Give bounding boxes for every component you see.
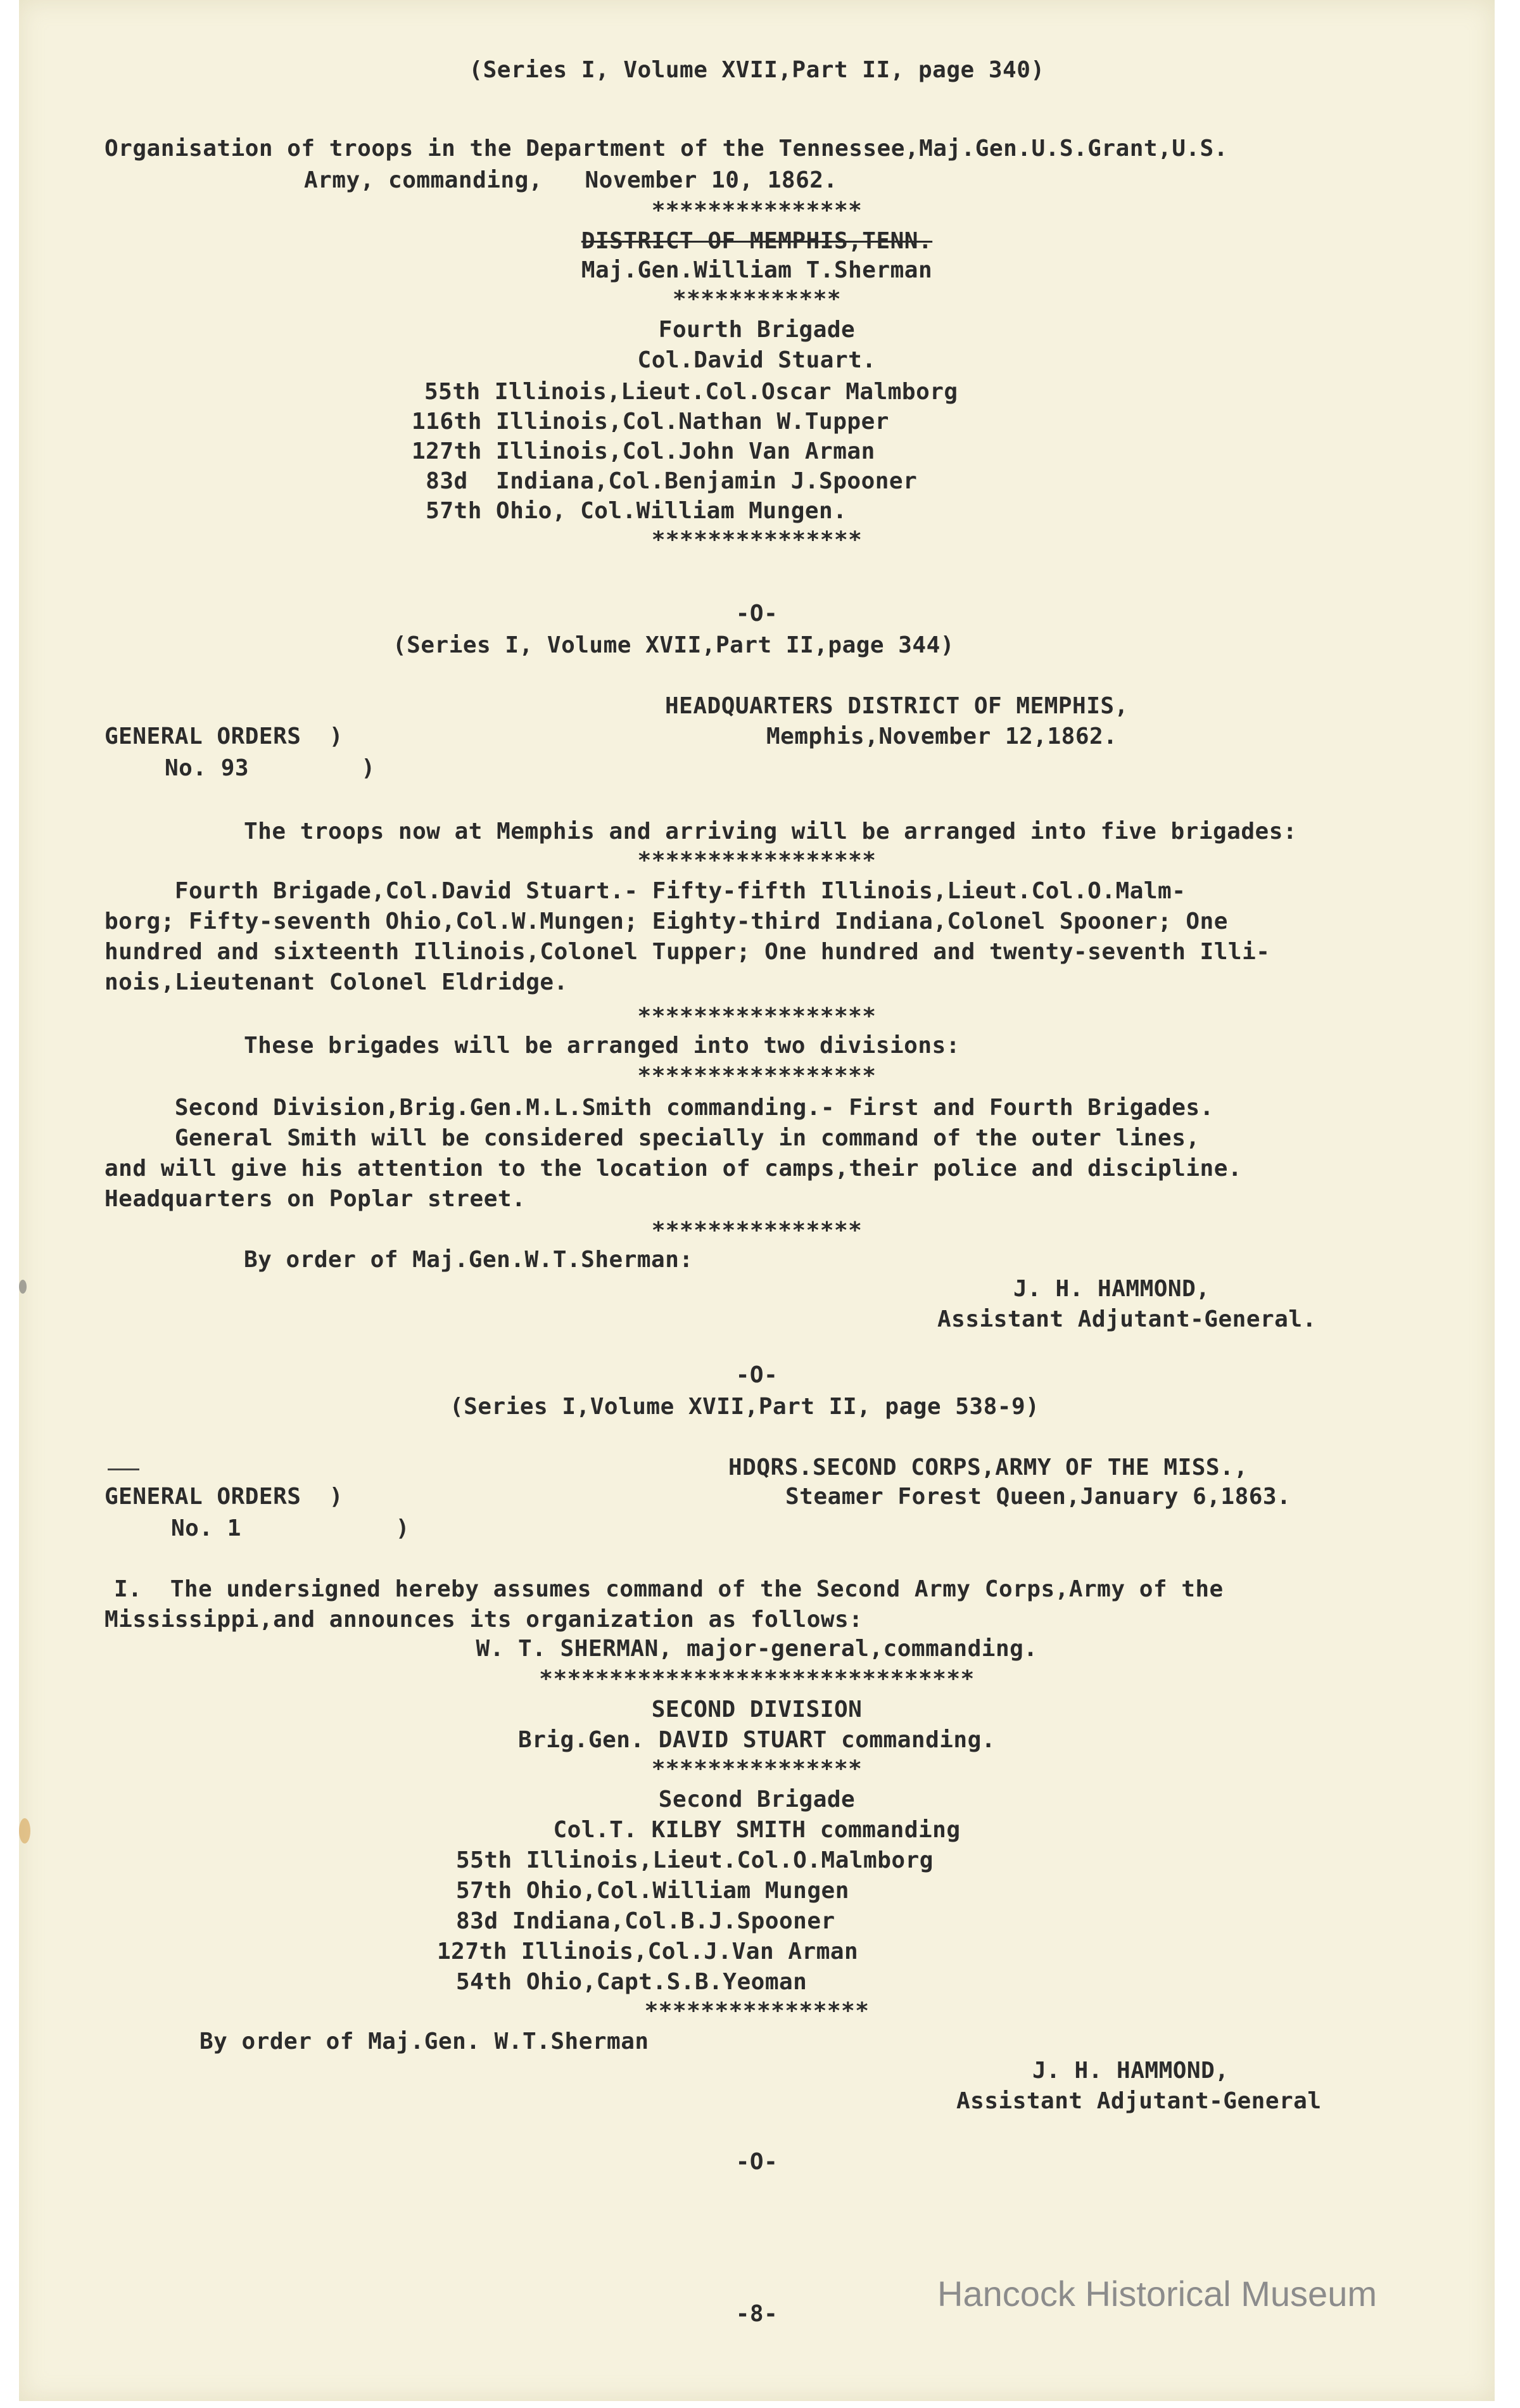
section1-stars-3: *************** <box>651 527 863 553</box>
pen-mark <box>108 1468 139 1470</box>
general-orders-number: No. 93 ) <box>165 755 376 781</box>
section3-regiment: 83d Indiana,Col.B.J.Spooner <box>456 1908 835 1934</box>
section3-stars-3: **************** <box>644 1998 870 2024</box>
section3-regiment: 55th Illinois,Lieut.Col.O.Malmborg <box>456 1847 934 1873</box>
section3-paragraph-1-line1: I. The undersigned hereby assumes command of the Second Army Corps,Army of the <box>114 1576 1224 1602</box>
section1-regiment: 116th Illinois,Col.Nathan W.Tupper <box>412 409 889 435</box>
section1-regiment: 57th Ohio, Col.William Mungen. <box>412 498 847 524</box>
section2-paragraph-4-line: General Smith will be considered specially in command of the outer lines, <box>104 1125 1200 1151</box>
document-page <box>19 0 1495 2401</box>
section3-header: (Series I,Volume XVII,Part II, page 538-9) <box>450 1394 1040 1420</box>
section3-stars-1: ******************************* <box>539 1666 975 1692</box>
section3-signer-title: Assistant Adjutant-General <box>956 2088 1322 2114</box>
section1-brigade: Fourth Brigade <box>658 317 856 343</box>
section3-by-order: By order of Maj.Gen. W.T.Sherman <box>200 2029 649 2054</box>
section3-regiment: 57th Ohio,Col.William Mungen <box>456 1878 849 1904</box>
section2-paragraph-3: These brigades will be arranged into two divisions: <box>244 1033 960 1059</box>
section2-stars-2: ***************** <box>637 1003 877 1029</box>
margin-mark <box>19 1280 27 1294</box>
section2-paragraph-2-line: nois,Lieutenant Colonel Eldridge. <box>104 969 568 995</box>
section2-stars-4: *************** <box>651 1218 863 1244</box>
page-number: -8- <box>735 2301 778 2327</box>
section2-paragraph-2-line: borg; Fifty-seventh Ohio,Col.W.Mungen; Eighty-third Indiana,Colonel Spooner; One <box>104 908 1228 934</box>
section1-district: DISTRICT OF MEMPHIS,TENN. <box>581 228 933 254</box>
section2-hq-line2: Memphis,November 12,1862. <box>766 723 1118 749</box>
section2-paragraph-4-line: and will give his attention to the location of camps,their police and discipline. <box>104 1156 1243 1182</box>
section3-regiment: 54th Ohio,Capt.S.B.Yeoman <box>456 1969 808 1995</box>
section1-brigade-commander: Col.David Stuart. <box>637 347 877 373</box>
general-orders-number: No. 1 ) <box>171 1515 410 1541</box>
paper-stain <box>19 1818 30 1844</box>
section3-regiment: 127th Illinois,Col.J.Van Arman <box>437 1939 859 1965</box>
section2-signer-title: Assistant Adjutant-General. <box>937 1306 1317 1332</box>
section2-paragraph-4-line: Second Division,Brig.Gen.M.L.Smith commanding.- First and Fourth Brigades. <box>104 1095 1214 1121</box>
section3-stars-2: *************** <box>651 1756 863 1782</box>
section2-by-order: By order of Maj.Gen.W.T.Sherman: <box>244 1247 694 1273</box>
section1-header: (Series I, Volume XVII,Part II, page 340) <box>469 57 1045 83</box>
section3-brigade-commander: Col.T. KILBY SMITH commanding <box>553 1817 961 1843</box>
section1-regiment: 83d Indiana,Col.Benjamin J.Spooner <box>412 468 918 494</box>
section1-stars-1: *************** <box>651 198 863 224</box>
general-orders-label: GENERAL ORDERS ) <box>104 1484 343 1510</box>
section3-division-commander: Brig.Gen. DAVID STUART commanding. <box>518 1727 996 1753</box>
section2-signer: J. H. HAMMOND, <box>1013 1276 1210 1302</box>
section1-commander: Maj.Gen.William T.Sherman <box>581 257 933 283</box>
section1-separator: -O- <box>735 601 778 627</box>
section1-regiment: 127th Illinois,Col.John Van Arman <box>412 438 875 464</box>
section2-paragraph-2-line: Fourth Brigade,Col.David Stuart.- Fifty-fifth Illinois,Lieut.Col.O.Malm- <box>104 878 1186 904</box>
section1-stars-2: ************ <box>672 286 842 312</box>
section2-stars-1: ***************** <box>637 848 877 874</box>
section2-paragraph-2-line: hundred and sixteenth Illinois,Colonel Tupper; One hundred and twenty-seventh Illi- <box>104 939 1270 965</box>
section3-commander: W. T. SHERMAN, major-general,commanding. <box>476 1636 1038 1662</box>
section3-separator: -O- <box>735 2149 778 2175</box>
section2-separator: -O- <box>735 1362 778 1388</box>
general-orders-label: GENERAL ORDERS ) <box>104 723 343 749</box>
section2-stars-3: ***************** <box>637 1063 877 1089</box>
section3-hq-line2: Steamer Forest Queen,January 6,1863. <box>785 1484 1291 1510</box>
section2-header: (Series I, Volume XVII,Part II,page 344) <box>393 632 954 658</box>
section2-hq-line1: HEADQUARTERS DISTRICT OF MEMPHIS, <box>665 693 1129 719</box>
watermark-text: Hancock Historical Museum <box>937 2274 1377 2314</box>
section3-paragraph-1-line2: Mississippi,and announces its organization as follows: <box>104 1607 863 1633</box>
section3-division: SECOND DIVISION <box>651 1697 863 1723</box>
section1-intro-line2: Army, commanding, November 10, 1862. <box>304 167 838 193</box>
section2-paragraph-1: The troops now at Memphis and arriving will be arranged into five brigades: <box>244 819 1298 844</box>
section3-hq-line1: HDQRS.SECOND CORPS,ARMY OF THE MISS., <box>728 1455 1248 1481</box>
section3-signer: J. H. HAMMOND, <box>1032 2058 1229 2084</box>
section3-brigade: Second Brigade <box>658 1787 856 1812</box>
section1-intro-line1: Organisation of troops in the Department of the Tennessee,Maj.Gen.U.S.Grant,U.S. <box>104 136 1228 162</box>
section1-regiment: 55th Illinois,Lieut.Col.Oscar Malmborg <box>424 379 958 405</box>
section2-paragraph-4-line: Headquarters on Poplar street. <box>104 1186 526 1212</box>
